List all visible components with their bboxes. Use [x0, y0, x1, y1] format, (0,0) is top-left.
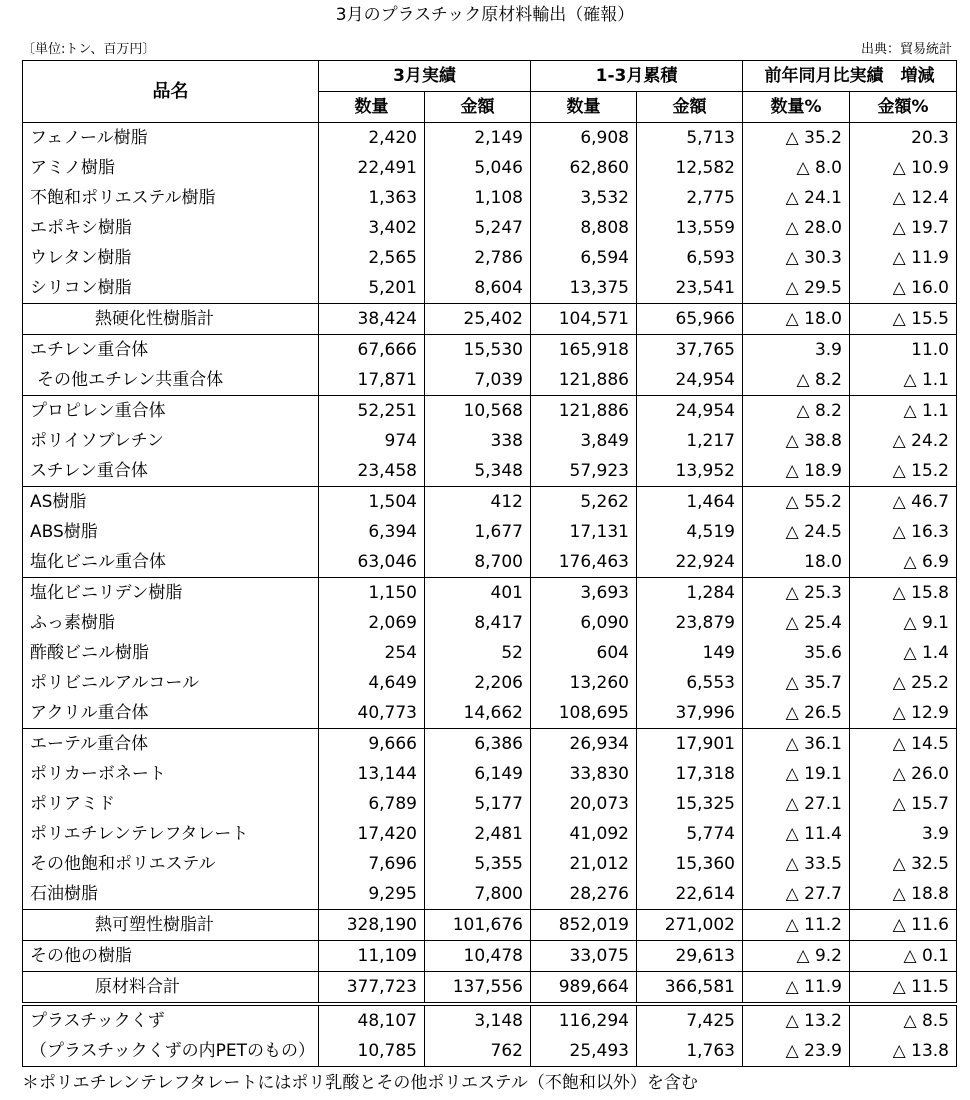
row-value: 62,860: [531, 153, 637, 183]
row-value: 5,262: [531, 487, 637, 518]
source-note: 出典：貿易統計: [860, 42, 952, 57]
row-value: 2,786: [425, 243, 531, 273]
row-value: △ 26.0: [850, 759, 957, 789]
row-value: △ 28.0: [743, 213, 850, 243]
row-name: スチレン重合体: [23, 456, 319, 487]
row-name: 塩化ビニル重合体: [23, 547, 319, 578]
row-value: 2,565: [319, 243, 425, 273]
row-value: 11,109: [319, 941, 425, 972]
row-value: 10,785: [319, 1036, 425, 1067]
sub-header-amount: 金額: [637, 92, 743, 123]
row-value: 18.0: [743, 547, 850, 578]
row-value: 6,593: [637, 243, 743, 273]
row-value: △ 1.4: [850, 638, 957, 668]
row-value: △ 11.4: [743, 819, 850, 849]
row-value: 121,886: [531, 365, 637, 396]
row-value: 989,664: [531, 972, 637, 1005]
row-value: 165,918: [531, 335, 637, 366]
row-value: 4,649: [319, 668, 425, 698]
row-value: △ 26.5: [743, 698, 850, 729]
row-value: 3.9: [743, 335, 850, 366]
row-value: △ 11.9: [850, 243, 957, 273]
row-value: 5,201: [319, 273, 425, 304]
row-value: 13,260: [531, 668, 637, 698]
row-value: 41,092: [531, 819, 637, 849]
row-value: △ 13.8: [850, 1036, 957, 1067]
table-row: [23, 273, 957, 304]
row-value: △ 23.9: [743, 1036, 850, 1067]
row-value: 67,666: [319, 335, 425, 366]
row-value: 9,295: [319, 879, 425, 910]
page-title: 3月のプラスチック原材料輸出（確報）: [335, 5, 635, 25]
row-name: シリコン樹脂: [23, 273, 319, 304]
row-value: 604: [531, 638, 637, 668]
table-row: [23, 759, 957, 789]
row-value: 137,556: [425, 972, 531, 1005]
row-value: △ 27.7: [743, 879, 850, 910]
row-name: アクリル重合体: [23, 698, 319, 729]
row-value: 1,217: [637, 426, 743, 456]
row-value: △ 14.5: [850, 729, 957, 760]
table-row: [23, 849, 957, 879]
table-row: [23, 183, 957, 213]
table-row: [23, 972, 957, 1005]
row-value: △ 16.0: [850, 273, 957, 304]
row-name: エポキシ樹脂: [23, 213, 319, 243]
row-value: 5,774: [637, 819, 743, 849]
row-name: ポリエチレンテレフタレート: [23, 819, 319, 849]
row-value: 6,149: [425, 759, 531, 789]
row-name: 塩化ビニリデン樹脂: [23, 578, 319, 609]
table-row: [23, 879, 957, 910]
footnote: ＊ポリエチレンテレフタレートにはポリ乳酸とその他ポリエステル（不飽和以外）を含む: [22, 1073, 698, 1093]
row-value: 8,604: [425, 273, 531, 304]
row-name: ウレタン樹脂: [23, 243, 319, 273]
row-value: 29,613: [637, 941, 743, 972]
row-value: 5,713: [637, 123, 743, 154]
row-value: 2,149: [425, 123, 531, 154]
table-row: [23, 243, 957, 273]
row-value: 762: [425, 1036, 531, 1067]
row-value: △ 15.8: [850, 578, 957, 609]
row-value: △ 36.1: [743, 729, 850, 760]
row-name: 酢酸ビニル樹脂: [23, 638, 319, 668]
row-value: 377,723: [319, 972, 425, 1005]
table-row: [23, 123, 957, 154]
row-name: アミノ樹脂: [23, 153, 319, 183]
row-value: 412: [425, 487, 531, 518]
row-name: プラスチックくず: [23, 1004, 319, 1036]
row-name: ABS樹脂: [23, 517, 319, 547]
row-value: 37,996: [637, 698, 743, 729]
row-value: 1,464: [637, 487, 743, 518]
row-value: △ 15.2: [850, 456, 957, 487]
row-value: 21,012: [531, 849, 637, 879]
row-value: 852,019: [531, 910, 637, 941]
row-value: △ 11.9: [743, 972, 850, 1005]
row-value: 401: [425, 578, 531, 609]
row-value: 3,849: [531, 426, 637, 456]
row-value: △ 55.2: [743, 487, 850, 518]
row-name: その他エチレン共重合体: [23, 365, 319, 396]
row-name: 石油樹脂: [23, 879, 319, 910]
group-header-yoy: 前年同月比実績 増減: [743, 61, 957, 92]
row-value: 33,075: [531, 941, 637, 972]
row-value: 14,662: [425, 698, 531, 729]
table-row: [23, 153, 957, 183]
row-value: 17,901: [637, 729, 743, 760]
row-value: △ 32.5: [850, 849, 957, 879]
row-value: 12,582: [637, 153, 743, 183]
row-value: △ 18.8: [850, 879, 957, 910]
row-value: 48,107: [319, 1004, 425, 1036]
row-value: 20,073: [531, 789, 637, 819]
export-table: [22, 60, 957, 1067]
row-value: 9,666: [319, 729, 425, 760]
row-value: 40,773: [319, 698, 425, 729]
row-value: 17,871: [319, 365, 425, 396]
row-value: 6,908: [531, 123, 637, 154]
row-value: △ 19.7: [850, 213, 957, 243]
row-value: 23,879: [637, 608, 743, 638]
row-value: 3,532: [531, 183, 637, 213]
row-value: 15,360: [637, 849, 743, 879]
row-value: 23,541: [637, 273, 743, 304]
row-value: 52: [425, 638, 531, 668]
row-value: 104,571: [531, 304, 637, 335]
row-value: 101,676: [425, 910, 531, 941]
row-value: △ 18.0: [743, 304, 850, 335]
row-name: 熱可塑性樹脂計: [23, 910, 319, 941]
row-value: 52,251: [319, 396, 425, 427]
row-value: △ 8.2: [743, 396, 850, 427]
table-row: [23, 335, 957, 366]
row-value: △ 35.2: [743, 123, 850, 154]
row-value: 24,954: [637, 396, 743, 427]
row-value: 5,247: [425, 213, 531, 243]
row-value: △ 35.7: [743, 668, 850, 698]
row-value: 25,402: [425, 304, 531, 335]
sub-header-qty-pct: 数量%: [743, 92, 850, 123]
row-name: その他飽和ポリエステル: [23, 849, 319, 879]
row-value: 2,069: [319, 608, 425, 638]
row-value: 149: [637, 638, 743, 668]
table-row: [23, 910, 957, 941]
sub-header-qty: 数量: [531, 92, 637, 123]
row-value: 8,700: [425, 547, 531, 578]
row-value: △ 9.1: [850, 608, 957, 638]
row-value: 3,148: [425, 1004, 531, 1036]
row-name: ポリイソブレチン: [23, 426, 319, 456]
row-value: △ 13.2: [743, 1004, 850, 1036]
row-name: ふっ素樹脂: [23, 608, 319, 638]
row-value: 4,519: [637, 517, 743, 547]
row-value: 15,325: [637, 789, 743, 819]
row-value: 17,131: [531, 517, 637, 547]
row-value: 176,463: [531, 547, 637, 578]
row-value: △ 11.2: [743, 910, 850, 941]
row-value: △ 8.0: [743, 153, 850, 183]
row-value: 5,348: [425, 456, 531, 487]
row-value: 1,677: [425, 517, 531, 547]
row-value: 22,614: [637, 879, 743, 910]
row-value: 17,420: [319, 819, 425, 849]
row-value: 63,046: [319, 547, 425, 578]
row-value: △ 25.3: [743, 578, 850, 609]
row-value: 2,481: [425, 819, 531, 849]
row-value: △ 0.1: [850, 941, 957, 972]
table-row: [23, 941, 957, 972]
table-row: [23, 1004, 957, 1036]
row-value: 7,425: [637, 1004, 743, 1036]
row-value: 1,284: [637, 578, 743, 609]
row-value: 10,478: [425, 941, 531, 972]
row-value: 1,150: [319, 578, 425, 609]
row-value: △ 38.8: [743, 426, 850, 456]
row-value: 20.3: [850, 123, 957, 154]
row-value: 26,934: [531, 729, 637, 760]
row-value: △ 1.1: [850, 365, 957, 396]
row-value: △ 12.9: [850, 698, 957, 729]
row-value: 24,954: [637, 365, 743, 396]
row-value: 1,108: [425, 183, 531, 213]
row-value: 38,424: [319, 304, 425, 335]
row-value: 366,581: [637, 972, 743, 1005]
table-row: [23, 789, 957, 819]
row-value: 13,375: [531, 273, 637, 304]
row-value: △ 6.9: [850, 547, 957, 578]
row-value: △ 12.4: [850, 183, 957, 213]
row-value: △ 11.5: [850, 972, 957, 1005]
row-value: 338: [425, 426, 531, 456]
table-row: [23, 517, 957, 547]
row-value: △ 9.2: [743, 941, 850, 972]
row-value: △ 25.4: [743, 608, 850, 638]
row-value: 5,355: [425, 849, 531, 879]
row-value: 2,206: [425, 668, 531, 698]
row-value: 3,402: [319, 213, 425, 243]
row-value: △ 15.7: [850, 789, 957, 819]
row-value: 25,493: [531, 1036, 637, 1067]
row-value: 8,808: [531, 213, 637, 243]
row-value: 271,002: [637, 910, 743, 941]
row-value: 5,046: [425, 153, 531, 183]
row-value: 2,775: [637, 183, 743, 213]
row-value: 6,090: [531, 608, 637, 638]
row-value: 13,559: [637, 213, 743, 243]
table-row: [23, 365, 957, 396]
row-value: 8,417: [425, 608, 531, 638]
row-value: 23,458: [319, 456, 425, 487]
table-row: [23, 668, 957, 698]
row-value: △ 19.1: [743, 759, 850, 789]
row-value: △ 15.5: [850, 304, 957, 335]
table-row: [23, 578, 957, 609]
row-name: ポリカーボネート: [23, 759, 319, 789]
row-value: 13,144: [319, 759, 425, 789]
row-value: 35.6: [743, 638, 850, 668]
item-header: 品名: [23, 61, 319, 123]
sub-header-qty: 数量: [319, 92, 425, 123]
sub-header-amount-pct: 金額%: [850, 92, 957, 123]
row-value: △ 24.1: [743, 183, 850, 213]
row-value: 28,276: [531, 879, 637, 910]
row-value: 22,491: [319, 153, 425, 183]
row-value: △ 11.6: [850, 910, 957, 941]
row-value: 15,530: [425, 335, 531, 366]
table-row: [23, 608, 957, 638]
group-header-march: 3月実績: [319, 61, 531, 92]
row-name: エーテル重合体: [23, 729, 319, 760]
row-value: 6,594: [531, 243, 637, 273]
unit-note: 〔単位:トン、百万円〕: [22, 42, 156, 57]
row-name: エチレン重合体: [23, 335, 319, 366]
row-name: その他の樹脂: [23, 941, 319, 972]
row-value: △ 24.2: [850, 426, 957, 456]
row-value: 17,318: [637, 759, 743, 789]
row-value: 57,923: [531, 456, 637, 487]
row-value: △ 8.5: [850, 1004, 957, 1036]
row-name: フェノール樹脂: [23, 123, 319, 154]
row-value: △ 25.2: [850, 668, 957, 698]
row-name: プロピレン重合体: [23, 396, 319, 427]
row-value: 1,504: [319, 487, 425, 518]
row-value: 7,800: [425, 879, 531, 910]
row-value: 7,039: [425, 365, 531, 396]
table-row: [23, 729, 957, 760]
row-value: 37,765: [637, 335, 743, 366]
table-row: [23, 456, 957, 487]
row-name: （プラスチックくずの内PETのもの）: [23, 1036, 319, 1067]
row-value: 10,568: [425, 396, 531, 427]
row-value: 121,886: [531, 396, 637, 427]
row-value: 116,294: [531, 1004, 637, 1036]
row-value: △ 29.5: [743, 273, 850, 304]
row-value: 974: [319, 426, 425, 456]
row-value: 108,695: [531, 698, 637, 729]
row-value: △ 46.7: [850, 487, 957, 518]
row-value: 6,394: [319, 517, 425, 547]
row-value: △ 33.5: [743, 849, 850, 879]
row-value: 5,177: [425, 789, 531, 819]
row-value: 328,190: [319, 910, 425, 941]
table-row: [23, 304, 957, 335]
table-row: [23, 213, 957, 243]
table-row: [23, 638, 957, 668]
row-value: 3.9: [850, 819, 957, 849]
row-name: ポリビニルアルコール: [23, 668, 319, 698]
row-value: △ 1.1: [850, 396, 957, 427]
row-name: ポリアミド: [23, 789, 319, 819]
row-value: △ 24.5: [743, 517, 850, 547]
row-value: △ 10.9: [850, 153, 957, 183]
table-row: [23, 487, 957, 518]
sub-header-amount: 金額: [425, 92, 531, 123]
row-value: 6,386: [425, 729, 531, 760]
row-value: 33,830: [531, 759, 637, 789]
table-row: [23, 396, 957, 427]
row-value: 2,420: [319, 123, 425, 154]
table-row: [23, 819, 957, 849]
row-value: △ 8.2: [743, 365, 850, 396]
table-body: [23, 123, 957, 1067]
row-name: 原材料合計: [23, 972, 319, 1005]
row-value: △ 18.9: [743, 456, 850, 487]
table-row: [23, 1036, 957, 1067]
table-row: [23, 547, 957, 578]
row-value: 3,693: [531, 578, 637, 609]
table-row: [23, 698, 957, 729]
row-name: 熱硬化性樹脂計: [23, 304, 319, 335]
row-value: △ 30.3: [743, 243, 850, 273]
table-row: [23, 426, 957, 456]
row-value: 11.0: [850, 335, 957, 366]
row-value: 1,363: [319, 183, 425, 213]
row-value: 65,966: [637, 304, 743, 335]
row-value: △ 27.1: [743, 789, 850, 819]
row-value: 6,553: [637, 668, 743, 698]
row-value: △ 16.3: [850, 517, 957, 547]
row-value: 22,924: [637, 547, 743, 578]
row-name: 不飽和ポリエステル樹脂: [23, 183, 319, 213]
row-name: AS樹脂: [23, 487, 319, 518]
row-value: 6,789: [319, 789, 425, 819]
row-value: 13,952: [637, 456, 743, 487]
row-value: 7,696: [319, 849, 425, 879]
row-value: 254: [319, 638, 425, 668]
group-header-cumulative: 1-3月累積: [531, 61, 743, 92]
row-value: 1,763: [637, 1036, 743, 1067]
